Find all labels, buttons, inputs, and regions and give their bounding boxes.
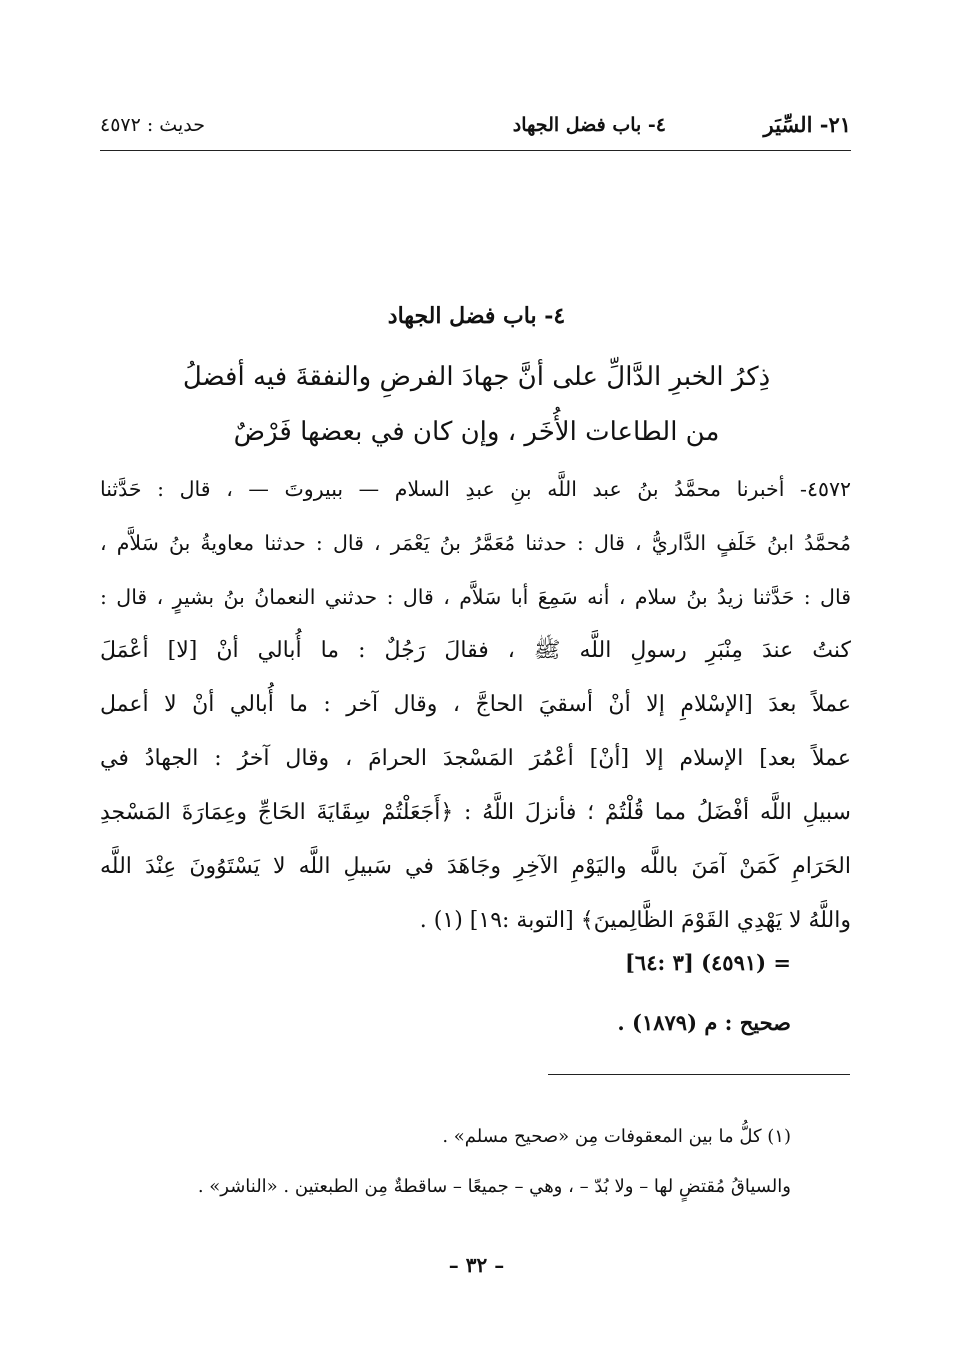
footnote-divider — [548, 1074, 850, 1075]
footnotes — [100, 1112, 791, 1212]
header-hadith-number: حديث : ٤٥٧٢ — [100, 114, 205, 136]
cross-reference: = (٤٥٩١) [٣ :٦٤] — [624, 950, 791, 975]
text-line: كنتُ عندَ مِنْبَرِ رسولِ اللَّه ﷺ ، فقالَ رَجُلٌ : ما أُبالي أنْ [لا] أعْمَلَ — [100, 638, 851, 663]
header-book-title: ٢١- السِّيَر — [763, 112, 851, 137]
subheading-line-1: ذِكرُ الخبرِ الدَّالِّ على أنَّ جهادَ الفرضِ والنفقةَ فيه أفضلُ — [182, 362, 771, 392]
text-line: واللَّهُ لا يَهْدِي القَوْمَ الظَّالِمينَ﴾ [التوبة :١٩] (١) . — [419, 908, 851, 933]
footnote: والسياقُ مُقتضٍ لها – ولا بُدّ – ، وهي – جميعًا – ساقطةٌ مِن الطبعتين . «الناشر» . — [197, 1176, 791, 1197]
chapter-heading: ٤- باب فضل الجهاد — [387, 303, 566, 329]
text-line: عملاً بعدَ [الإسْلامِ إلا أنْ أسقيَ الحاجَّ ، وقال آخر : ما أُبالي أنْ لا أعمل — [100, 692, 851, 717]
text-line: الحَرَامِ كَمَنْ آمَنَ باللَّه واليَوْمِ الآخِرِ وجَاهَدَ في سَبيلِ اللَّه لا يَسْتَوُونَ عِنْدَ اللَّه — [100, 854, 851, 879]
hadith-grade: صحيح : م (١٨٧٩) . — [617, 1010, 791, 1035]
footnote: (١) كلُّ ما بين المعقوفات مِن «صحيح مسلم» . — [442, 1126, 791, 1147]
page-number: – ٣٢ – — [448, 1253, 505, 1277]
text-line: ٤٥٧٢- أخبرنا محمَّدُ بنُ عبد اللَّه بنِ عبدِ السلام — ببيروتَ — ، قال : حَدَّثنا — [100, 477, 851, 501]
text-line: سبيلِ اللَّه أفْضَلُ مما قُلْتُمْ ؛ فأنزلَ اللَّهُ : ﴿أَجَعَلْتُمْ سِقَايَةَ الحَاجِّ وعِمَارَةَ المَسْجدِ — [100, 800, 851, 825]
header-chapter-title: ٤- باب فضل الجهاد — [512, 114, 666, 136]
text-line: مُحمَّدُ ابنُ خَلَفٍ الدَّاريُّ ، قال : حدثنا مُعَمَّرُ بنُ يَعْمَر ، قال : حدثنا معاويةُ بنُ سَلاَّم ، — [100, 531, 851, 555]
section-subheading — [100, 350, 853, 460]
subheading-line-2: من الطاعات الأُخَر ، وإن كان في بعضها فَرْضٌ — [233, 417, 720, 447]
running-header — [100, 110, 851, 151]
text-line: عملاً بعد] الإسلام إلا [أنْ] أعْمُرَ المَسْجدَ الحرامَ ، وقال آخرُ : الجهادُ في — [100, 746, 851, 771]
text-line: قال : حَدَّثنا زيدُ بنُ سلام ، أنه سَمِعَ أبا سَلاَّم ، قال : حدثني النعمانُ بنُ بشيرٍ ، قال : — [100, 585, 851, 609]
hadith-text — [100, 462, 851, 948]
